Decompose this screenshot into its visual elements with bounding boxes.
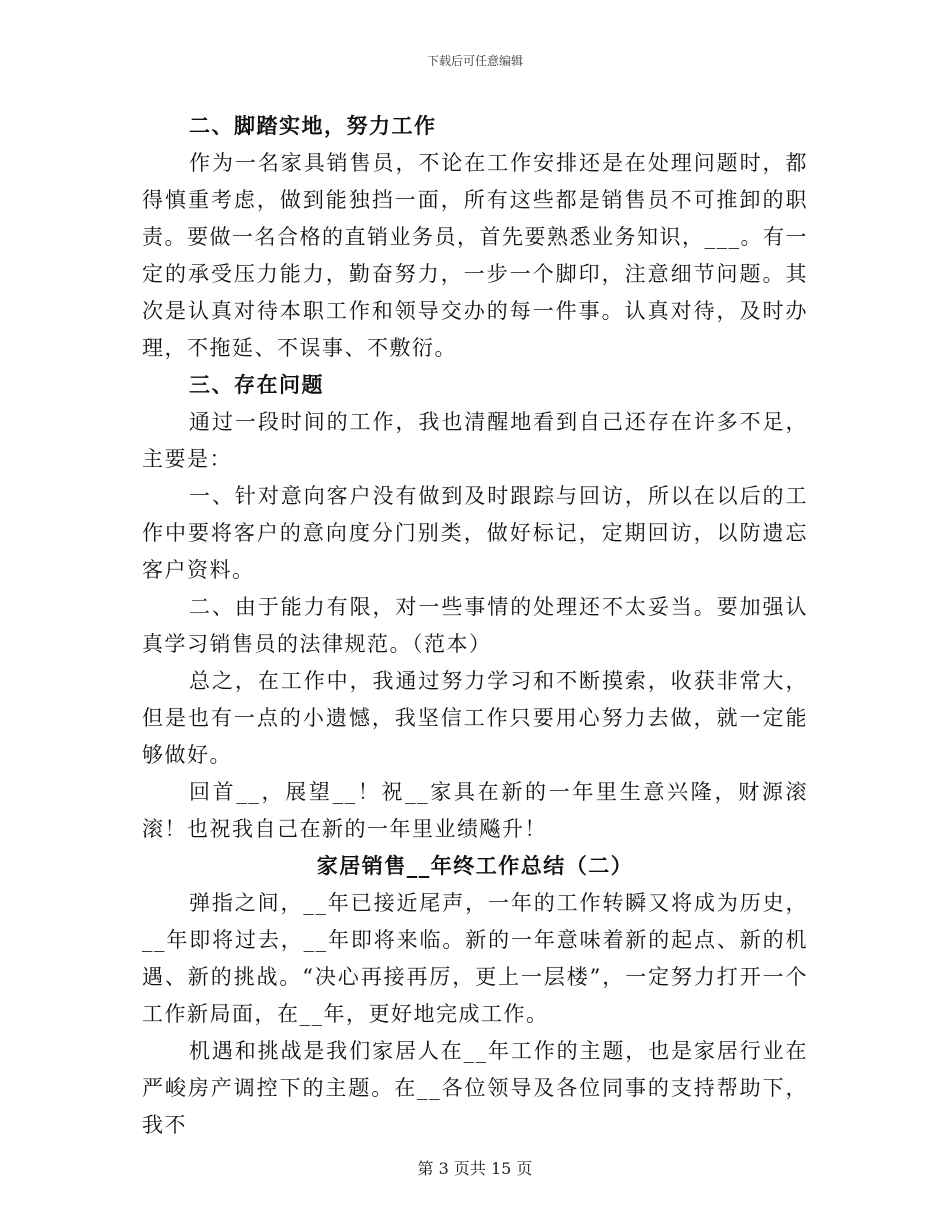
section-heading-2: 二、脚踏实地，努力工作 [189,114,437,138]
paragraph: 一、针对意向客户没有做到及时跟踪与回访，所以在以后的工作中要将客户的意向度分门别类，做好标记，定期回访，以防遗忘客户资料。 [142,484,808,582]
section-heading-3: 三、存在问题 [189,373,324,397]
page-number: 第 3 页共 15 页 [417,1159,533,1178]
paragraph: 回首__，展望__！祝__家具在新的一年里生意兴隆，财源滚滚！也祝我自己在新的一年里业绩飚升！ [142,780,808,841]
paragraph: 通过一段时间的工作，我也清醒地看到自己还存在许多不足，主要是： [142,410,808,471]
paragraph: 总之，在工作中，我通过努力学习和不断摸索，收获非常大，但是也有一点的小遗憾，我坚信工作只要用心努力去做，就一定能够做好。 [142,669,808,767]
paragraph: 二、由于能力有限，对一些事情的处理还不太妥当。要加强认真学习销售员的法律规范。（范本） [142,595,808,656]
paragraph: 弹指之间，__年已接近尾声，一年的工作转瞬又将成为历史，__年即将过去，__年即将来临。新的一年意味着新的起点、新的机遇、新的挑战。“决心再接再厉，更上一层楼”，一定努力打开一个工作新局面，在__年，更好地完成工作。 [142,891,808,1026]
paragraph: 作为一名家具销售员，不论在工作安排还是在处理问题时，都得慎重考虑，做到能独挡一面，所有这些都是销售员不可推卸的职责。要做一名合格的直销业务员，首先要熟悉业务知识，___。有一定的承受压力能力，勤奋努力，一步一个脚印，注意细节问题。其次是认真对待本职工作和领导交办的每一件事。认真对待，及时办理，不拖延、不误事、不敷衍。 [142,151,808,360]
document-body [142,108,808,1144]
paragraph: 机遇和挑战是我们家居人在__年工作的主题，也是家居行业在严峻房产调控下的主题。在__各位领导及各位同事的支持帮助下，我不 [142,1039,808,1137]
page-header-note: 下载后可任意编辑 [426,54,523,68]
document-title: 家居销售__年终工作总结（二） [316,854,634,878]
